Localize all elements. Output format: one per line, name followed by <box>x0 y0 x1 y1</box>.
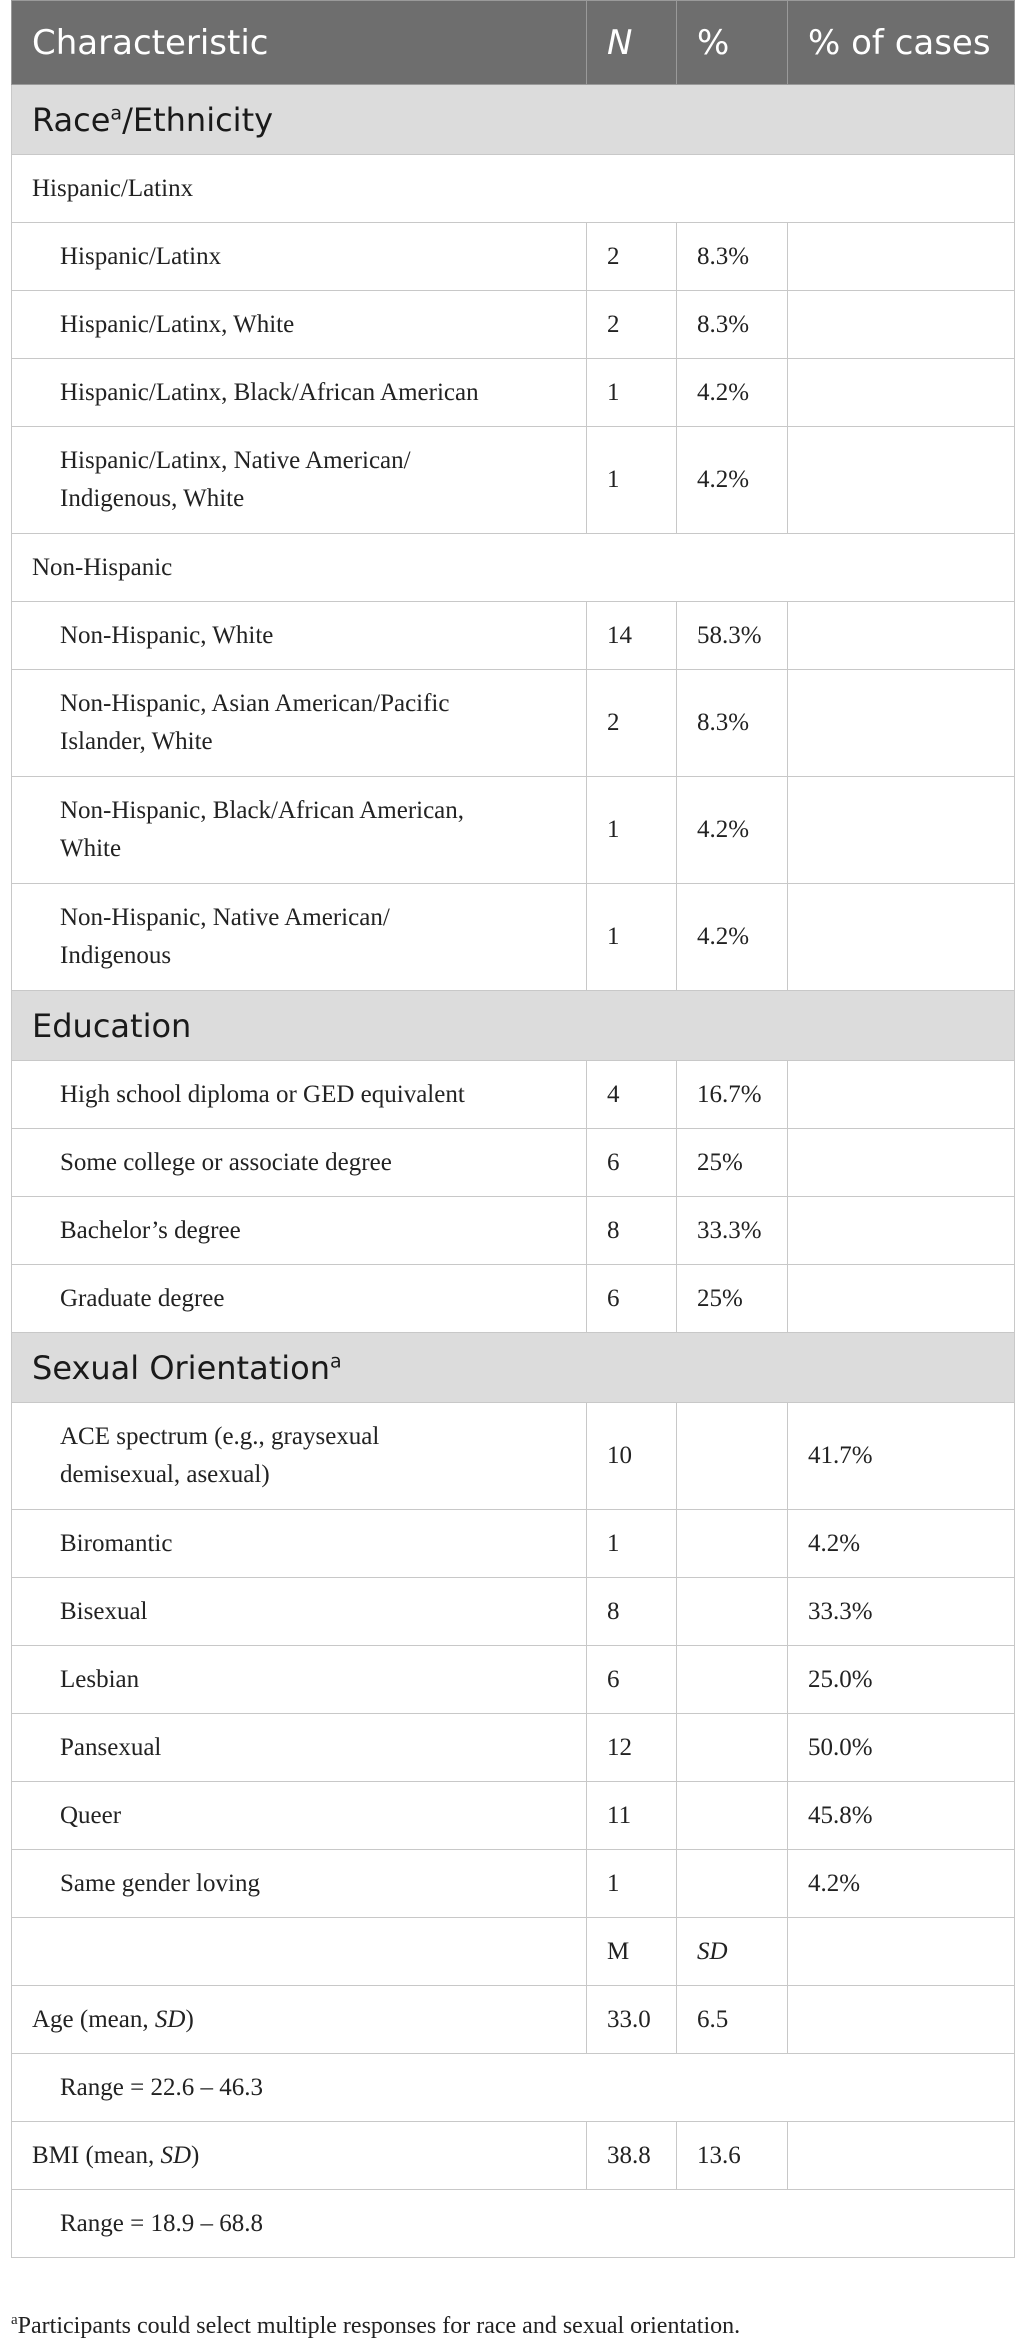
orientation-title-text: Sexual Orientation <box>32 1348 330 1387</box>
row-percent <box>677 1782 788 1850</box>
table-row <box>12 223 1015 291</box>
demographics-table-container <box>11 0 1014 2258</box>
row-label-line1: Non-Hispanic, Native American/ <box>60 904 390 931</box>
table-footnote <box>11 2312 1014 2340</box>
footnote-sup: a <box>11 2312 18 2328</box>
row-label <box>12 1403 587 1510</box>
stats-header-empty <box>12 1918 587 1986</box>
row-cases <box>788 291 1015 359</box>
age-range-row <box>12 2054 1015 2122</box>
section-sexual-orientation <box>12 1333 1015 1403</box>
row-percent: 4.2% <box>677 359 788 427</box>
row-cases <box>788 427 1015 534</box>
header-row <box>12 1 1015 85</box>
row-cases: 25.0% <box>788 1646 1015 1714</box>
group-row-non-hispanic <box>12 534 1015 602</box>
age-cases <box>788 1986 1015 2054</box>
demographics-table <box>11 0 1015 2258</box>
row-cases <box>788 670 1015 777</box>
row-percent: 4.2% <box>677 777 788 884</box>
row-n: 8 <box>587 1578 677 1646</box>
row-label: Biromantic <box>12 1510 587 1578</box>
row-n: 6 <box>587 1129 677 1197</box>
row-label <box>12 427 587 534</box>
bmi-cases <box>788 2122 1015 2190</box>
bmi-label-sd: SD <box>160 2141 192 2169</box>
orientation-title-sup: a <box>329 1349 342 1372</box>
row-cases: 4.2% <box>788 1850 1015 1918</box>
row-n: 1 <box>587 1850 677 1918</box>
age-label-sd: SD <box>154 2005 186 2033</box>
table-row <box>12 1510 1015 1578</box>
table-row <box>12 1782 1015 1850</box>
table-row <box>12 1061 1015 1129</box>
bmi-range-row <box>12 2190 1015 2258</box>
age-sd: 6.5 <box>677 1986 788 2054</box>
row-label-line2: White <box>60 835 122 862</box>
row-cases <box>788 602 1015 670</box>
row-percent <box>677 1646 788 1714</box>
row-cases <box>788 884 1015 991</box>
row-label-line1: ACE spectrum (e.g., graysexual <box>60 1423 380 1450</box>
row-percent: 16.7% <box>677 1061 788 1129</box>
row-label: Some college or associate degree <box>12 1129 587 1197</box>
row-label: High school diploma or GED equivalent <box>12 1061 587 1129</box>
age-label <box>12 1986 587 2054</box>
row-label <box>12 884 587 991</box>
row-cases: 50.0% <box>788 1714 1015 1782</box>
row-label <box>12 670 587 777</box>
row-percent: 25% <box>677 1265 788 1333</box>
row-cases: 41.7% <box>788 1403 1015 1510</box>
table-row <box>12 359 1015 427</box>
row-percent <box>677 1714 788 1782</box>
row-label-line2: Indigenous, White <box>60 485 245 512</box>
row-cases <box>788 359 1015 427</box>
row-percent <box>677 1510 788 1578</box>
table-row <box>12 1850 1015 1918</box>
row-cases <box>788 1129 1015 1197</box>
table-row <box>12 777 1015 884</box>
row-percent: 8.3% <box>677 670 788 777</box>
row-cases: 4.2% <box>788 1510 1015 1578</box>
row-n: 12 <box>587 1714 677 1782</box>
row-label: Pansexual <box>12 1714 587 1782</box>
table-row <box>12 427 1015 534</box>
footnote-text: Participants could select multiple responses for race and sexual orientation. <box>17 2313 741 2339</box>
row-n: 2 <box>587 670 677 777</box>
bmi-row <box>12 2122 1015 2190</box>
row-label: Non-Hispanic, White <box>12 602 587 670</box>
row-cases: 33.3% <box>788 1578 1015 1646</box>
age-label-text: Age (mean, <box>32 2005 155 2033</box>
section-race <box>12 85 1015 155</box>
section-title-sexual-orientation <box>12 1333 1015 1403</box>
bmi-sd: 13.6 <box>677 2122 788 2190</box>
row-n: 8 <box>587 1197 677 1265</box>
row-cases: 45.8% <box>788 1782 1015 1850</box>
row-n: 1 <box>587 427 677 534</box>
row-label-line2: demisexual, asexual) <box>60 1461 270 1488</box>
group-label-non-hispanic: Non-Hispanic <box>12 534 1015 602</box>
row-percent: 8.3% <box>677 291 788 359</box>
row-percent: 33.3% <box>677 1197 788 1265</box>
race-title-suffix: /Ethnicity <box>122 100 274 139</box>
row-n: 14 <box>587 602 677 670</box>
section-title-race <box>12 85 1015 155</box>
row-n: 10 <box>587 1403 677 1510</box>
age-mean: 33.0 <box>587 1986 677 2054</box>
bmi-range: Range = 18.9 – 68.8 <box>12 2190 1015 2258</box>
table-row <box>12 670 1015 777</box>
table-row <box>12 291 1015 359</box>
row-n: 11 <box>587 1782 677 1850</box>
table-row <box>12 1714 1015 1782</box>
row-percent: 4.2% <box>677 427 788 534</box>
row-label-line2: Islander, White <box>60 728 213 755</box>
table-row <box>12 884 1015 991</box>
bmi-label <box>12 2122 587 2190</box>
stats-header-sd-text: SD <box>697 1937 728 1965</box>
row-label: Queer <box>12 1782 587 1850</box>
table-row <box>12 1197 1015 1265</box>
table-row <box>12 1403 1015 1510</box>
row-percent <box>677 1578 788 1646</box>
age-row <box>12 1986 1015 2054</box>
header-percent-of-cases: % of cases <box>788 1 1015 85</box>
row-label: Hispanic/Latinx, White <box>12 291 587 359</box>
header-percent: % <box>677 1 788 85</box>
row-cases <box>788 1265 1015 1333</box>
race-title-sup: a <box>110 101 123 124</box>
row-label: Hispanic/Latinx, Black/African American <box>12 359 587 427</box>
row-percent: 25% <box>677 1129 788 1197</box>
group-row-hispanic <box>12 155 1015 223</box>
row-n: 1 <box>587 1510 677 1578</box>
row-cases <box>788 223 1015 291</box>
row-label-line1: Hispanic/Latinx, Native American/ <box>60 447 411 474</box>
row-cases <box>788 1061 1015 1129</box>
row-n: 6 <box>587 1646 677 1714</box>
row-label: Bisexual <box>12 1578 587 1646</box>
row-label: Lesbian <box>12 1646 587 1714</box>
stats-header-m: M <box>587 1918 677 1986</box>
stats-header-sd <box>677 1918 788 1986</box>
row-label-line2: Indigenous <box>60 942 172 969</box>
row-label: Same gender loving <box>12 1850 587 1918</box>
row-label-line1: Non-Hispanic, Black/African American, <box>60 797 465 824</box>
row-label <box>12 777 587 884</box>
row-percent: 4.2% <box>677 884 788 991</box>
table-row <box>12 602 1015 670</box>
age-range: Range = 22.6 – 46.3 <box>12 2054 1015 2122</box>
stats-header-row <box>12 1918 1015 1986</box>
row-n: 1 <box>587 884 677 991</box>
row-label: Graduate degree <box>12 1265 587 1333</box>
row-cases <box>788 1197 1015 1265</box>
row-n: 6 <box>587 1265 677 1333</box>
bmi-mean: 38.8 <box>587 2122 677 2190</box>
section-title-education: Education <box>12 991 1015 1061</box>
header-characteristic: Characteristic <box>12 1 587 85</box>
section-education <box>12 991 1015 1061</box>
row-n: 4 <box>587 1061 677 1129</box>
row-percent: 8.3% <box>677 223 788 291</box>
stats-header-empty-cases <box>788 1918 1015 1986</box>
row-percent <box>677 1403 788 1510</box>
bmi-label-close: ) <box>191 2141 200 2169</box>
age-label-close: ) <box>185 2005 194 2033</box>
race-title-text: Race <box>32 100 111 139</box>
row-label: Bachelor’s degree <box>12 1197 587 1265</box>
row-n: 2 <box>587 291 677 359</box>
group-label-hispanic: Hispanic/Latinx <box>12 155 1015 223</box>
row-n: 1 <box>587 359 677 427</box>
table-row <box>12 1578 1015 1646</box>
row-n: 1 <box>587 777 677 884</box>
bmi-label-text: BMI (mean, <box>32 2141 161 2169</box>
row-cases <box>788 777 1015 884</box>
row-percent <box>677 1850 788 1918</box>
table-row <box>12 1265 1015 1333</box>
row-n: 2 <box>587 223 677 291</box>
row-label-line1: Non-Hispanic, Asian American/Pacific <box>60 690 450 717</box>
row-percent: 58.3% <box>677 602 788 670</box>
header-n: N <box>587 1 677 85</box>
table-row <box>12 1129 1015 1197</box>
table-row <box>12 1646 1015 1714</box>
row-label: Hispanic/Latinx <box>12 223 587 291</box>
